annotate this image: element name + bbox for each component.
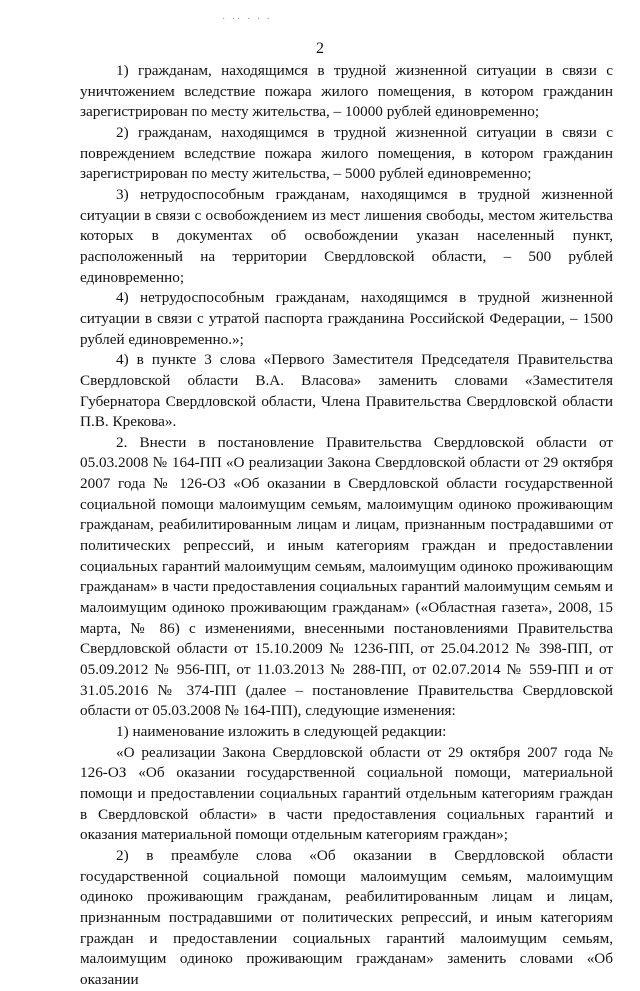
- document-body: [80, 61, 613, 991]
- paragraph-item-3: 3) нетрудоспособным гражданам, находящимся в трудной жизненной ситуации в связи с освобождением из мест лишения свободы, местом жительства которых в документах об освобождении указан населенный пункт, расположенный на территории Свердловской области, – 500 рублей единовременно;: [80, 185, 613, 286]
- paragraph-clause-4: 4) в пункте 3 слова «Первого Заместителя Председателя Правительства Свердловской области В.А. Власова» заменить словами «Заместителя Губернатора Свердловской области, Члена Правительства Свердловской области П.В. Крекова».: [80, 351, 613, 431]
- paragraph-new-title: «О реализации Закона Свердловской области от 29 октября 2007 года № 126-ОЗ «Об оказании государственной социальной помощи, материальной помощи и предоставлении социальных гарантий отдельным категориям граждан в Свердловской области» в части предоставления социальных гарантий и оказания материальной помощи отдельным категориям граждан»;: [80, 743, 613, 844]
- paragraph-item-2: 2) гражданам, находящимся в трудной жизненной ситуации в связи с повреждением вследствие пожара жилого помещения, в котором гражданин зарегистрирован по месту жительства, – 5000 рублей единовременно;: [80, 123, 613, 183]
- paragraph-item-4: 4) нетрудоспособным гражданам, находящимся в трудной жизненной ситуации в связи с утратой паспорта гражданина Российской Федерации, – 1500 рублей единовременно.»;: [80, 289, 613, 348]
- paragraph-subitem-1: 1) наименование изложить в следующей редакции:: [116, 723, 447, 740]
- paragraph-section-2: 2. Внести в постановление Правительства Свердловской области от 05.03.2008 № 164-ПП «О реализации Закона Свердловской области от 29 октября 2007 года № 126-ОЗ «Об оказании в Свердловской области государственной социальной помощи малоимущим семьям, малоимущим одиноко проживающим гражданам, реабилитированным лицам и лицам, признанным пострадавшими от политических репрессий, и иным категориям граждан и предоставлении социальных гарантий малоимущим семьям, малоимущим одиноко проживающим гражданам» в части предоставления социальных гарантий малоимущим семьям и малоимущим одиноко проживающим гражданам» («Областная газета», 2008, 15 марта, № 86) с изменениями, внесенными постановлениями Правительства Свердловской области от 15.10.2009 № 1236-ПП, от 25.04.2012 № 398-ПП, от 05.09.2012 № 956-ПП, от 11.03.2013 № 288-ПП, от 02.07.2014 № 559-ПП и от 31.05.2016 № 374-ПП (далее – постановление Правительства Свердловской области от 05.03.2008 № 164-ПП), следующие изменения:: [80, 433, 613, 720]
- scan-mark: · ·· · · ·: [222, 14, 272, 25]
- page-number: 2: [316, 40, 324, 57]
- paragraph-item-1: 1) гражданам, находящимся в трудной жизненной ситуации в связи с уничтожением вследствие пожара жилого помещения, в котором гражданин зарегистрирован по месту жительства, – 10000 рублей единовременно;: [80, 62, 613, 121]
- paragraph-subitem-2: 2) в преамбуле слова «Об оказании в Свердловской области государственной социальной помощи малоимущим семьям, малоимущим одиноко проживающим гражданам, реабилитированным лицам и лицам, признанным пострадавшими от политических репрессий, и иным категориям граждан и предоставлении социальных гарантий малоимущим семьям, малоимущим одиноко проживающим гражданам» заменить словами «Об оказании: [80, 846, 613, 988]
